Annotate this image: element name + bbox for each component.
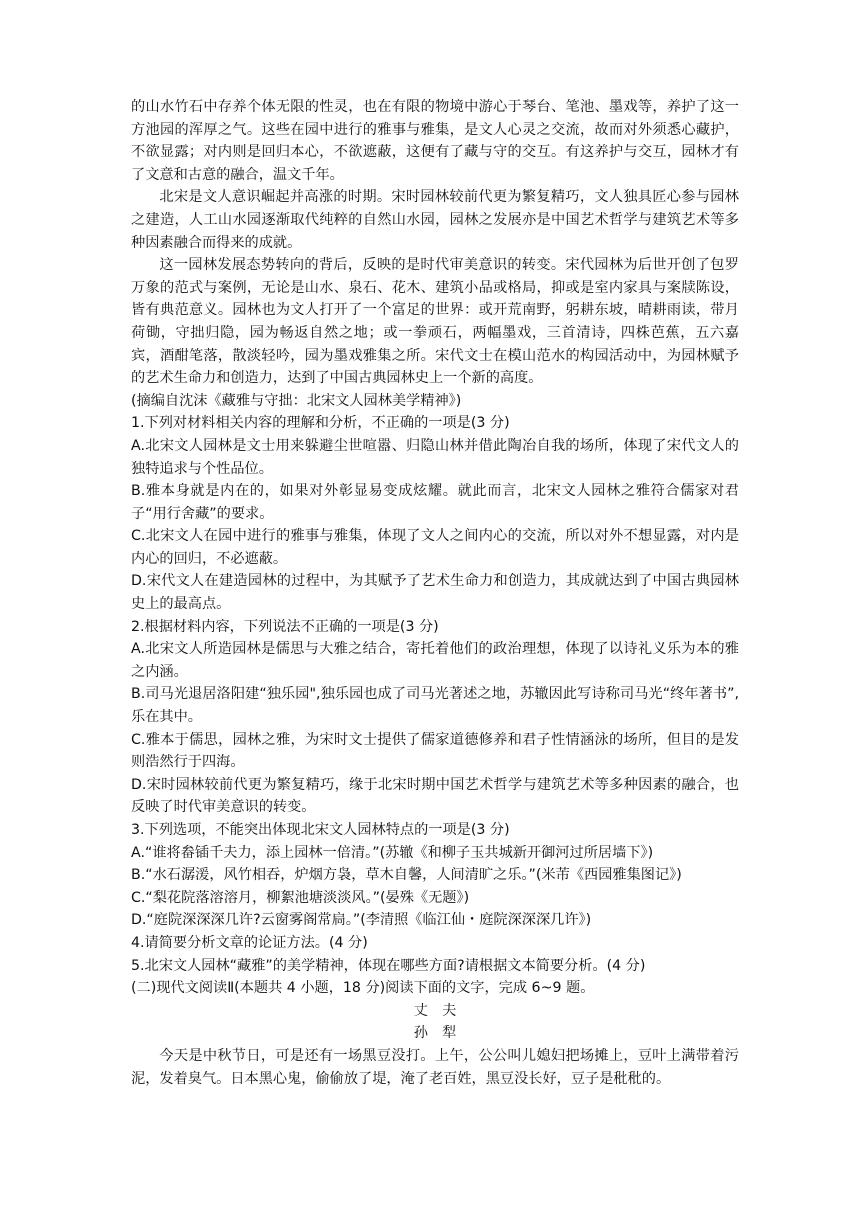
question-4: 4.请简要分析文章的论证方法。(4 分) (131, 934, 368, 951)
story-author: 孙犁 (413, 1025, 471, 1042)
question-1-option-d: D.宋代文人在建造园林的过程中，为其赋予了艺术生命力和创造力，其成就达到了中国古典园林史上的最高点。 (131, 573, 739, 613)
question-2-option-c: C.雅本于儒思，园林之雅，为宋时文士提供了儒家道德修养和君子性情涵泳的场所，但目的是发则浩然行于四海。 (131, 731, 739, 771)
source-citation: (摘编自沈沫《藏雅与守拙：北宋文人园林美学精神》) (131, 392, 462, 409)
question-1-option-a: A.北宋文人园林是文士用来躲避尘世喧嚣、归隐山林并借此陶冶自我的场所，体现了宋代文人的独特追求与个性品位。 (131, 437, 739, 477)
question-3-option-d: D.“庭院深深深几许?云窗雾阁常扃。”(李清照《临江仙・庭院深深深几许》) (131, 912, 592, 929)
question-2-option-a: A.北宋文人所造园林是儒思与大雅之结合，寄托着他们的政治理想，体现了以诗礼义乐为本的雅之内涵。 (131, 641, 739, 680)
question-2-option-b: B.司马光退居洛阳建“独乐园",独乐园也成了司马光著述之地，苏辙因此写诗称司马光“终年著书”,乐在其中。 (131, 686, 739, 726)
story-paragraph-1: 今天是中秋节日，可是还有一场黑豆没打。上午，公公叫儿媳妇把场摊上，豆叶上满带着污泥，发着臭气。日本黑心鬼，偷偷放了堤，淹了老百姓，黑豆没长好，豆子是秕秕的。 (131, 1047, 739, 1087)
question-5: 5.北宋文人园林“藏雅”的美学精神，体现在哪些方面?请根据文本简要分析。(4 分) (131, 957, 646, 974)
question-2-stem: 2.根据材料内容，下列说法不正确的一项是(3 分) (131, 618, 439, 635)
question-1-option-c: C.北宋文人在园中进行的雅事与雅集，体现了文人之间内心的交流，所以对外不想显露，对内是内心的回归，不必遮蔽。 (131, 528, 739, 567)
section-2-heading: (二)现代文阅读Ⅱ(本题共 4 小题，18 分)阅读下面的文字，完成 6~9 题。 (131, 980, 595, 997)
paragraph-northern-song: 北宋是文人意识崛起并高涨的时期。宋时园林较前代更为繁复精巧，文人独具匠心参与园林之建造，人工山水园逐渐取代纯粹的自然山水园，园林之发展亦是中国艺术哲学与建筑艺术等多种因素融合而得来的成就。 (131, 189, 739, 251)
story-title: 丈夫 (413, 1002, 471, 1019)
paragraph-continuation: 的山水竹石中存养个体无限的性灵，也在有限的物境中游心于琴台、笔池、墨戏等，养护了这一方池园的浑厚之气。这些在园中进行的雅事与雅集，是文人心灵之交流，故而对外须悉心藏护，不欲显露；对内则是回归本心，不欲遮蔽，这便有了藏与守的交互。有这养护与交互，园林才有了文意和古意的融合，温文千年。 (131, 99, 739, 183)
paragraph-aesthetic-shift: 这一园林发展态势转向的背后，反映的是时代审美意识的转变。宋代园林为后世开创了包罗万象的范式与案例，无论是山水、泉石、花木、建筑小品或格局，抑或是室内家具与案牍陈设，皆有典范意义。园林也为文人打开了一个富足的世界：或开荒南野，躬耕东坡，晴耕雨读，带月荷锄，守拙归隐，园为畅返自然之地；或一拳顽石，两幅墨戏，三首清诗，四株芭蕉，五六嘉宾，酒酣笔落，散淡轻吟，园为墨戏雅集之所。宋代文士在模山范水的构园活动中，为园林赋予的艺术生命力和创造力，达到了中国古典园林史上一个新的高度。 (131, 257, 739, 387)
question-1-stem: 1.下列对材料相关内容的理解和分析，不正确的一项是(3 分) (131, 415, 510, 432)
document-body (131, 96, 739, 1090)
question-3-stem: 3.下列选项，不能突出体现北宋文人园林特点的一项是(3 分) (131, 822, 510, 838)
question-3-option-a: A.“谁将畚锸千夫力，添上园林一倍清。”(苏辙《和柳子玉共城新开御河过所居墙下》) (131, 844, 654, 861)
question-2-option-d: D.宋时园林较前代更为繁复精巧，缘于北宋时期中国艺术哲学与建筑艺术等多种因素的融合，也反映了时代审美意识的转变。 (131, 776, 739, 816)
question-1-option-b: B.雅本身就是内在的，如果对外彰显易变成炫耀。就此而言，北宋文人园林之雅符合儒家对君子“用行舍藏”的要求。 (131, 483, 739, 522)
question-3-option-b: B.“水石潺湲，风竹相吞，炉烟方袅，草木自馨，人间清旷之乐。”(米芾《西园雅集图记》) (131, 867, 682, 884)
question-3-option-c: C.“梨花院落溶溶月，柳絮池塘淡淡风。”(晏殊《无题》) (131, 889, 470, 906)
